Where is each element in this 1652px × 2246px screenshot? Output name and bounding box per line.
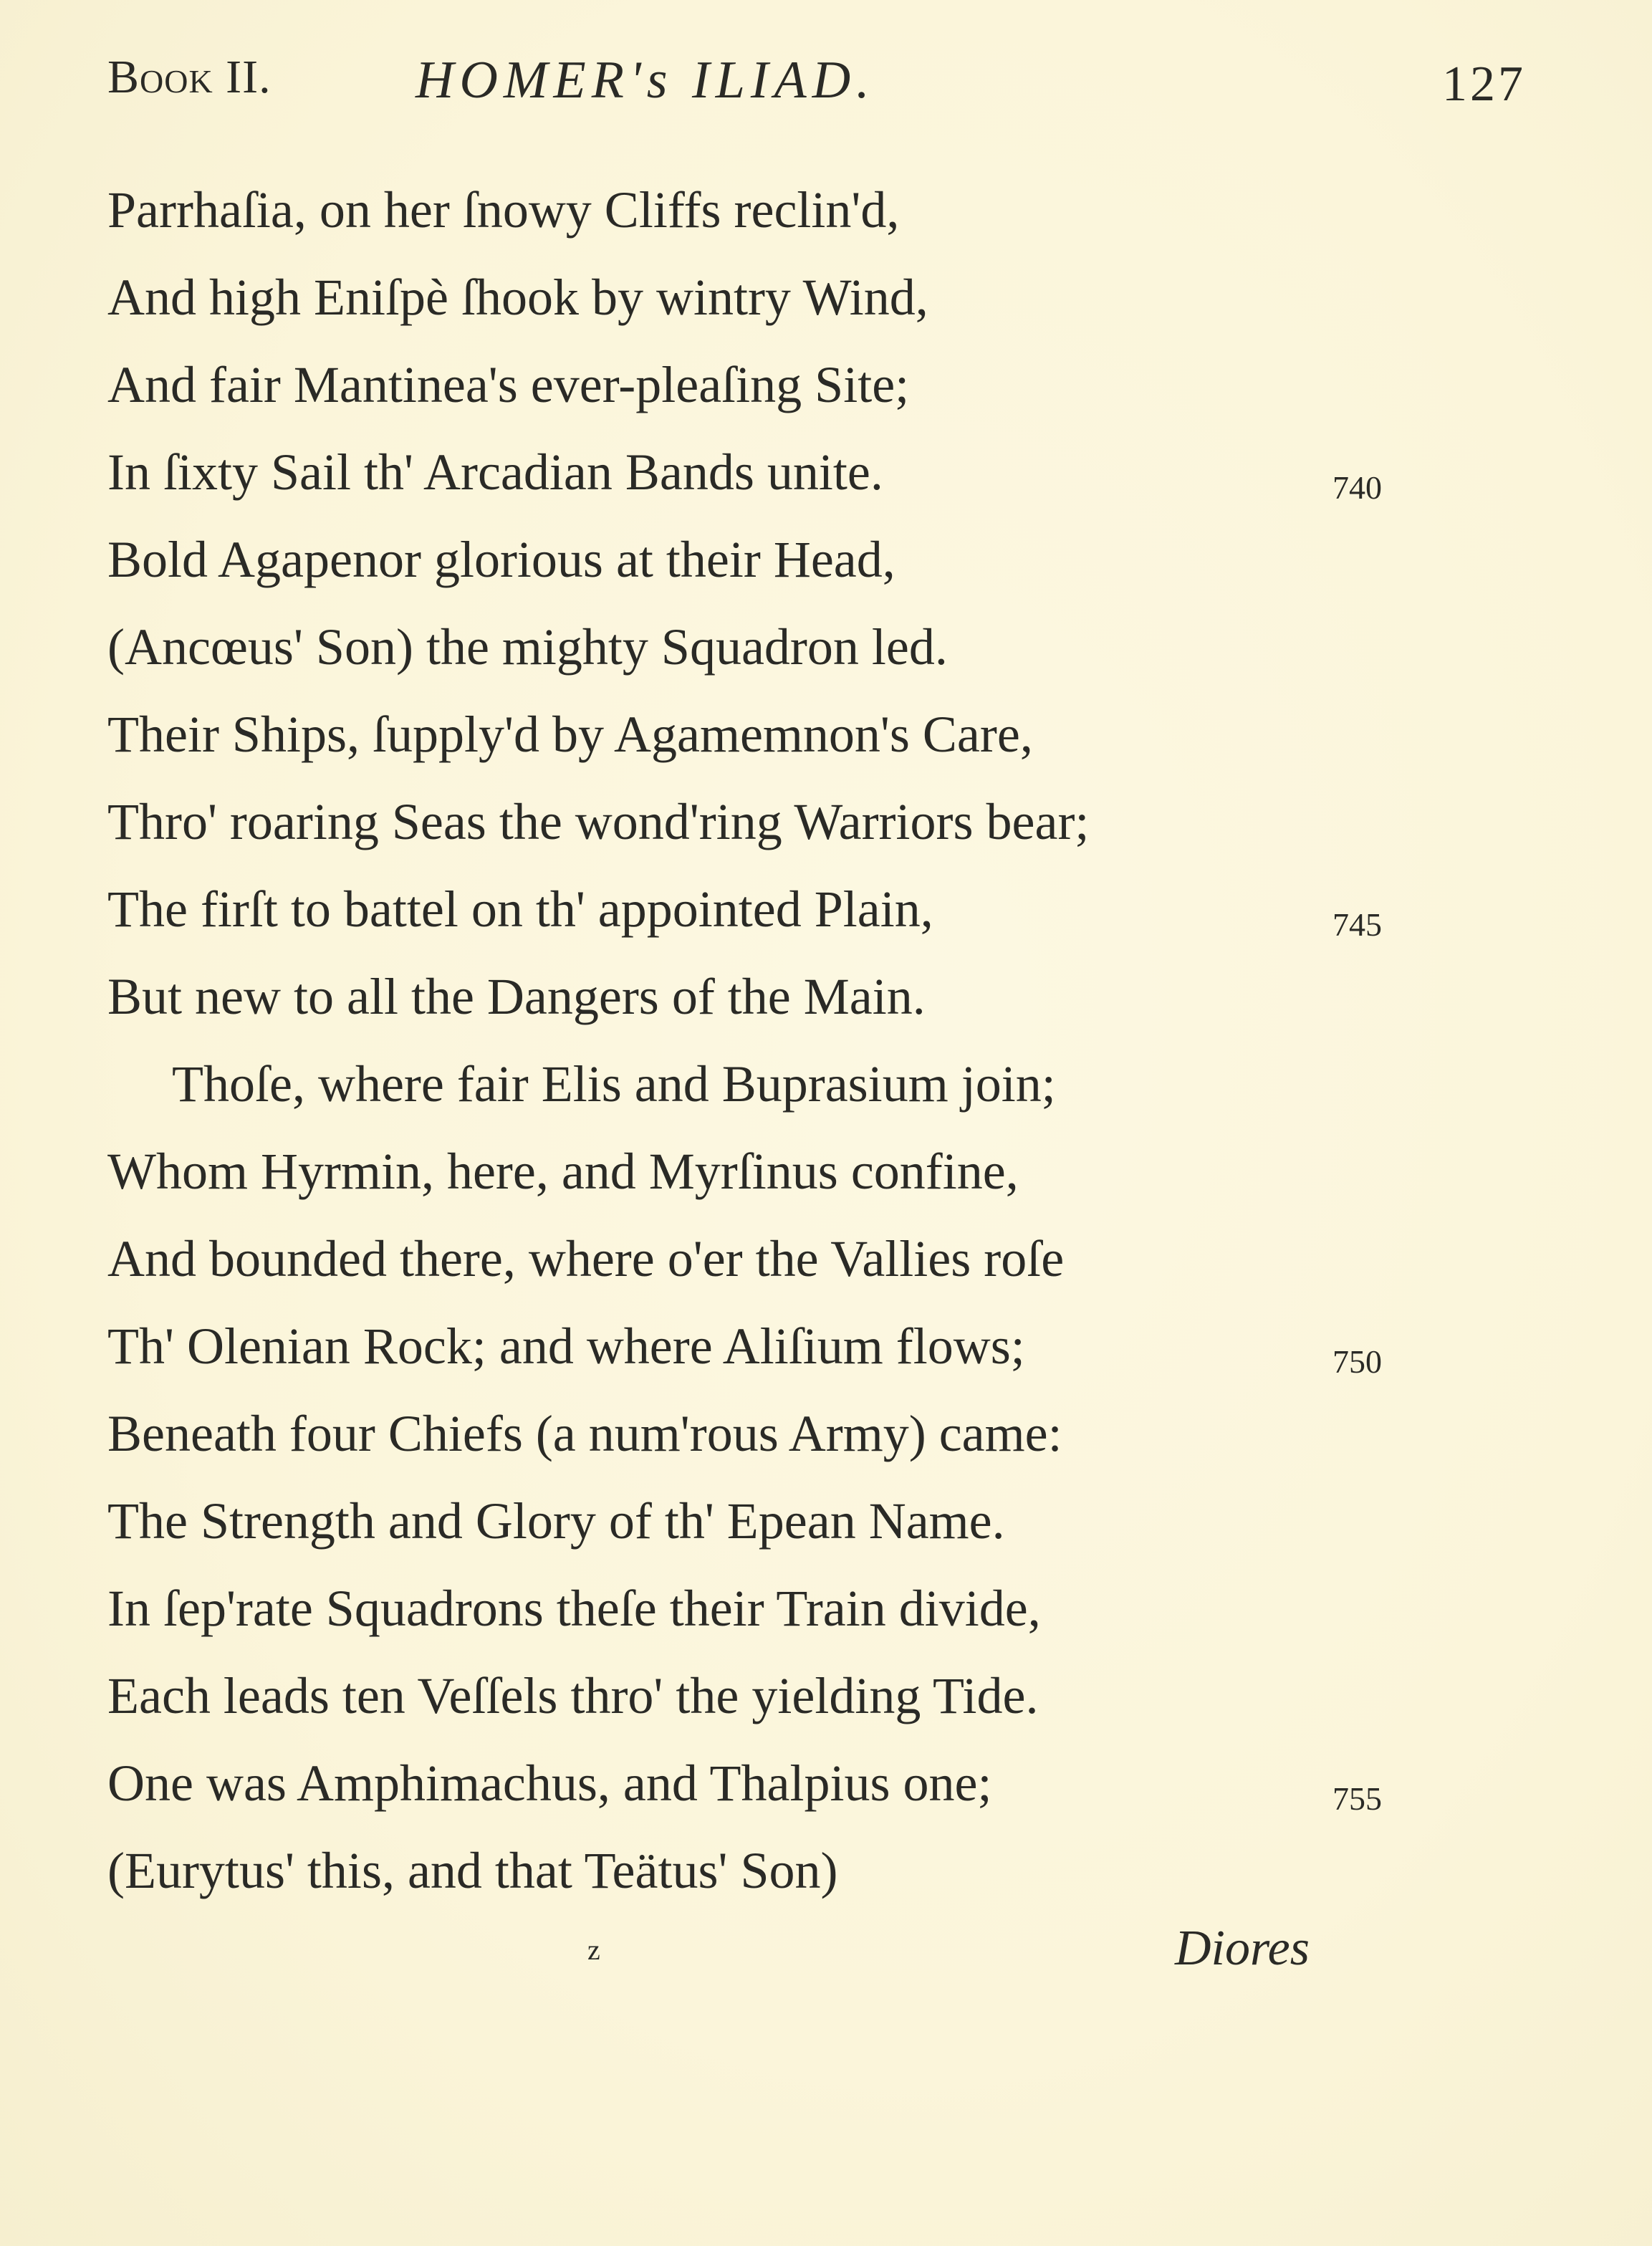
verse-line: Their Ships, ſupply'd by Agamemnon's Care, [107,706,1033,763]
verse-line: Th' Olenian Rock; and where Aliſium flows; 750 [107,1302,1368,1390]
verse-line: And bounded there, where o'er the Vallies roſe [107,1230,1065,1287]
verse-line: Parrhaſia, on her ſnowy Cliffs reclin'd, [107,181,900,239]
running-header [107,50,1526,129]
book-label: Book II. [107,51,272,103]
catchword: Diores [1175,1921,1310,1976]
verse-line: In ſixty Sail th' Arcadian Bands unite. 740 [107,428,1368,516]
verse-block [107,166,1382,1914]
verse-line: (Ancœus' Son) the mighty Squadron led. [107,618,948,676]
verse-line: Bold Agapenor glorious at their Head, [107,531,895,588]
verse-line: Whom Hyrmin, here, and Myrſinus confine, [107,1143,1019,1200]
verse-line: One was Amphimachus, and Thalpius one; 755 [107,1739,1368,1827]
line-number: 745 [1332,906,1382,943]
signature-mark: z [587,1934,600,1966]
running-title: HOMER's ILIAD. [416,51,875,110]
verse-line: Each leads ten Veſſels thro' the yielding Tide. [107,1667,1039,1724]
verse-line: And high Eniſpè ſhook by wintry Wind, [107,269,928,326]
verse-line: Thro' roaring Seas the wond'ring Warriors bear; [107,793,1090,850]
verse-line: The firſt to battel on th' appointed Plain, 745 [107,865,1368,953]
verse-line: And fair Mantinea's ever-pleaſing Site; [107,356,910,413]
page-footer [107,1920,1325,1992]
verse-line: But new to all the Dangers of the Main. [107,968,926,1025]
line-number: 740 [1332,469,1382,506]
verse-line: Beneath four Chiefs (a num'rous Army) came: [107,1405,1062,1462]
verse-line: In ſep'rate Squadrons theſe their Train divide, [107,1580,1041,1637]
line-number: 755 [1332,1780,1382,1817]
verse-line: Thoſe, where fair Elis and Buprasium join; [172,1055,1056,1113]
line-number: 750 [1332,1343,1382,1380]
verse-line: (Eurytus' this, and that Teätus' Son) [107,1842,838,1899]
page-number: 127 [1442,57,1526,112]
verse-line: The Strength and Glory of th' Epean Name. [107,1492,1005,1550]
